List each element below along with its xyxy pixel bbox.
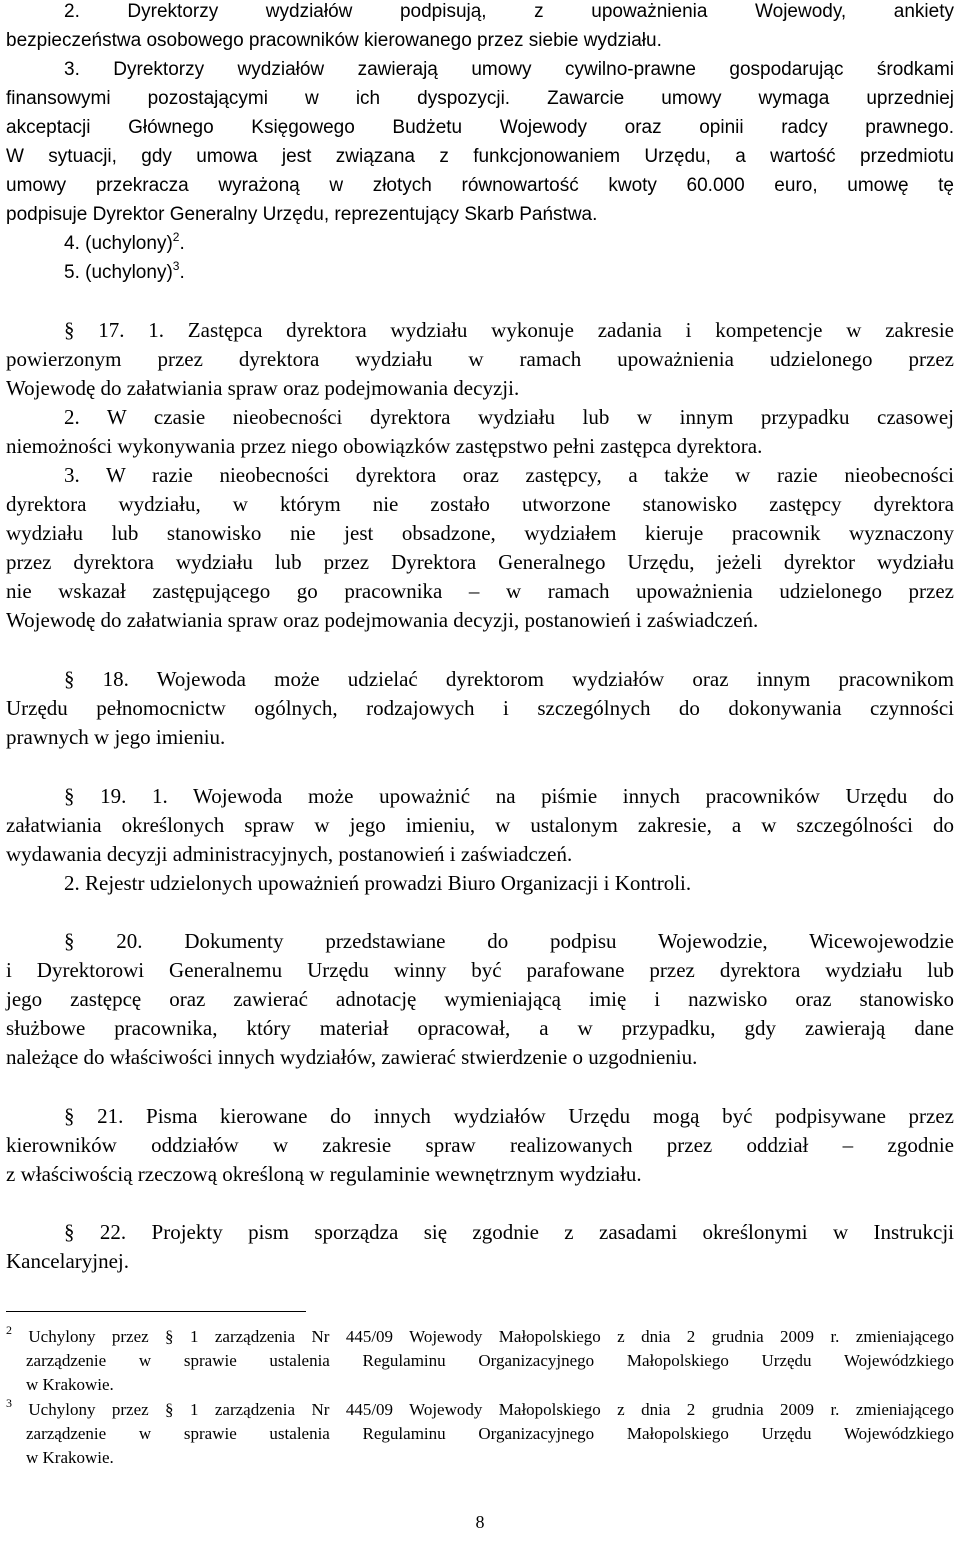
item-4-tail: . bbox=[179, 233, 185, 254]
footnote-line: zarządzenie w sprawie ustalenia Regulaminu Organizacyjnego Małopolskiego Urzędu Wojewódzkiego bbox=[26, 1351, 954, 1370]
text-line: kierowników oddziałów w zakresie spraw realizowanych przez oddział – zgodnie bbox=[6, 1133, 954, 1157]
text-line: W sytuacji, gdy umowa jest związana z funkcjonowaniem Urzędu, a wartość przedmiotu bbox=[6, 146, 954, 167]
item-3-paragraph bbox=[6, 55, 954, 229]
section-17-paragraph-2 bbox=[6, 403, 954, 461]
text-line: dyrektora wydziału, w którym nie zostało utworzone stanowisko zastępcy dyrektora bbox=[6, 492, 954, 516]
text-line: niemożności wykonywania przez niego obowiązków zastępstwo pełni zastępca dyrektora. bbox=[6, 434, 763, 458]
text-line: wydziału lub stanowisko nie jest obsadzone, wydziałem kieruje pracownik wyznaczony bbox=[6, 521, 954, 545]
footnote-text: Uchylony przez § 1 zarządzenia Nr 445/09 Wojewody Małopolskiego z dnia 2 grudnia 2009 r. zmieniającego bbox=[28, 1327, 954, 1346]
section-18-paragraph bbox=[6, 665, 954, 752]
text-line: § 17. 1. Zastępca dyrektora wydziału wykonuje zadania i kompetencje w zakresie bbox=[64, 318, 954, 342]
text-line: Wojewodę do załatwiania spraw oraz podejmowania decyzji, postanowień i zaświadczeń. bbox=[6, 608, 759, 632]
footnote-text: Uchylony przez § 1 zarządzenia Nr 445/09 Wojewody Małopolskiego z dnia 2 grudnia 2009 r. zmieniającego bbox=[28, 1400, 954, 1419]
text-line: § 20. Dokumenty przedstawiane do podpisu Wojewodzie, Wicewojewodzie bbox=[64, 929, 954, 953]
item-5-paragraph bbox=[6, 258, 954, 287]
text-line: i Dyrektorowi Generalnemu Urzędu winny być parafowane przez dyrektora wydziału lub bbox=[6, 958, 954, 982]
text-line: Urzędu pełnomocnictw ogólnych, rodzajowych i szczególnych do dokonywania czynności bbox=[6, 696, 954, 720]
text-line: Kancelaryjnej. bbox=[6, 1249, 130, 1273]
footnote-line: w Krakowie. bbox=[26, 1375, 114, 1394]
footnote-ref-3: 3 bbox=[172, 259, 180, 273]
text-line: jego zastępcę oraz zawierać adnotację wymieniającą imię i nazwisko oraz stanowisko bbox=[6, 987, 954, 1011]
text-line: służbowe pracownika, który materiał opracował, a w przypadku, gdy zawierają dane bbox=[6, 1016, 954, 1040]
text-line: powierzonym przez dyrektora wydziału w ramach upoważnienia udzielonego przez bbox=[6, 347, 954, 371]
footnote-ref-2: 2 bbox=[172, 230, 180, 244]
text-line: 2. W czasie nieobecności dyrektora wydziału lub w innym przypadku czasowej bbox=[64, 405, 954, 429]
footnote-line bbox=[6, 1398, 954, 1422]
section-22-paragraph bbox=[6, 1218, 954, 1276]
text-line: bezpieczeństwa osobowego pracowników kierowanego przez siebie wydziału. bbox=[6, 30, 662, 51]
text-line: § 21. Pisma kierowane do innych wydziałów Urzędu mogą być podpisywane przez bbox=[64, 1104, 954, 1128]
footnote-3 bbox=[6, 1398, 954, 1470]
text-line: akceptacji Głównego Księgowego Budżetu Wojewody oraz opinii radcy prawnego. bbox=[6, 117, 954, 138]
text-line: przez dyrektora wydziału lub przez Dyrektora Generalnego Urzędu, jeżeli dyrektor wydziału bbox=[6, 550, 954, 574]
footnote-separator bbox=[6, 1311, 306, 1312]
section-17-paragraph-3 bbox=[6, 461, 954, 635]
footnote-line bbox=[6, 1325, 954, 1349]
item-5-tail: . bbox=[179, 262, 185, 283]
text-line: § 22. Projekty pism sporządza się zgodnie z zasadami określonymi w Instrukcji bbox=[64, 1220, 954, 1244]
page-number: 8 bbox=[475, 1512, 485, 1532]
text-line: wydawania decyzji administracyjnych, postanowień i zaświadczeń. bbox=[6, 842, 573, 866]
item-2-paragraph bbox=[6, 0, 954, 55]
footnote-2 bbox=[6, 1325, 954, 1397]
item-4-paragraph bbox=[6, 229, 954, 258]
section-20-paragraph bbox=[6, 927, 954, 1072]
text-line: 2. Rejestr udzielonych upoważnień prowadzi Biuro Organizacji i Kontroli. bbox=[64, 871, 692, 895]
footnote-line: zarządzenie w sprawie ustalenia Regulaminu Organizacyjnego Małopolskiego Urzędu Wojewódzkiego bbox=[26, 1424, 954, 1443]
text-line: finansowymi pozostającymi w ich dyspozycji. Zawarcie umowy wymaga uprzedniej bbox=[6, 88, 954, 109]
text-line: 2. Dyrektorzy wydziałów podpisują, z upoważnienia Wojewody, ankiety bbox=[64, 1, 954, 22]
text-line: załatwiania określonych spraw w jego imieniu, w ustalonym zakresie, a w szczególności do bbox=[6, 813, 954, 837]
text-line: 3. Dyrektorzy wydziałów zawierają umowy cywilno-prawne gospodarując środkami bbox=[64, 59, 954, 80]
section-19-paragraph-2 bbox=[6, 869, 954, 898]
text-line bbox=[6, 258, 954, 287]
text-line: § 18. Wojewoda może udzielać dyrektorom wydziałów oraz innym pracownikom bbox=[64, 667, 954, 691]
footnote-line: w Krakowie. bbox=[26, 1448, 114, 1467]
text-line: Wojewodę do załatwiania spraw oraz podejmowania decyzji. bbox=[6, 376, 520, 400]
section-21-paragraph bbox=[6, 1102, 954, 1189]
item-4-text: 4. (uchylony) bbox=[64, 233, 173, 254]
item-5-text: 5. (uchylony) bbox=[64, 262, 173, 283]
text-line: 3. W razie nieobecności dyrektora oraz zastępcy, a także w razie nieobecności bbox=[64, 463, 954, 487]
text-line: § 19. 1. Wojewoda może upoważnić na piśmie innych pracowników Urzędu do bbox=[64, 784, 954, 808]
text-line: z właściwością rzeczową określoną w regulaminie wewnętrznym wydziału. bbox=[6, 1162, 642, 1186]
section-19-paragraph-1 bbox=[6, 782, 954, 869]
footnote-mark: 3 bbox=[6, 1396, 12, 1410]
text-line: podpisuje Dyrektor Generalny Urzędu, reprezentujący Skarb Państwa. bbox=[6, 204, 598, 225]
text-line: umowy przekracza wyrażoną w złotych równowartość kwoty 60.000 euro, umowę tę bbox=[6, 175, 954, 196]
text-line bbox=[6, 229, 954, 258]
text-line: nie wskazał zastępującego go pracownika – w ramach upoważnienia udzielonego przez bbox=[6, 579, 954, 603]
text-line: prawnych w jego imieniu. bbox=[6, 725, 226, 749]
footnote-mark: 2 bbox=[6, 1323, 12, 1337]
section-17-paragraph-1 bbox=[6, 316, 954, 403]
text-line: należące do właściwości innych wydziałów, zawierać stwierdzenie o uzgodnieniu. bbox=[6, 1045, 698, 1069]
